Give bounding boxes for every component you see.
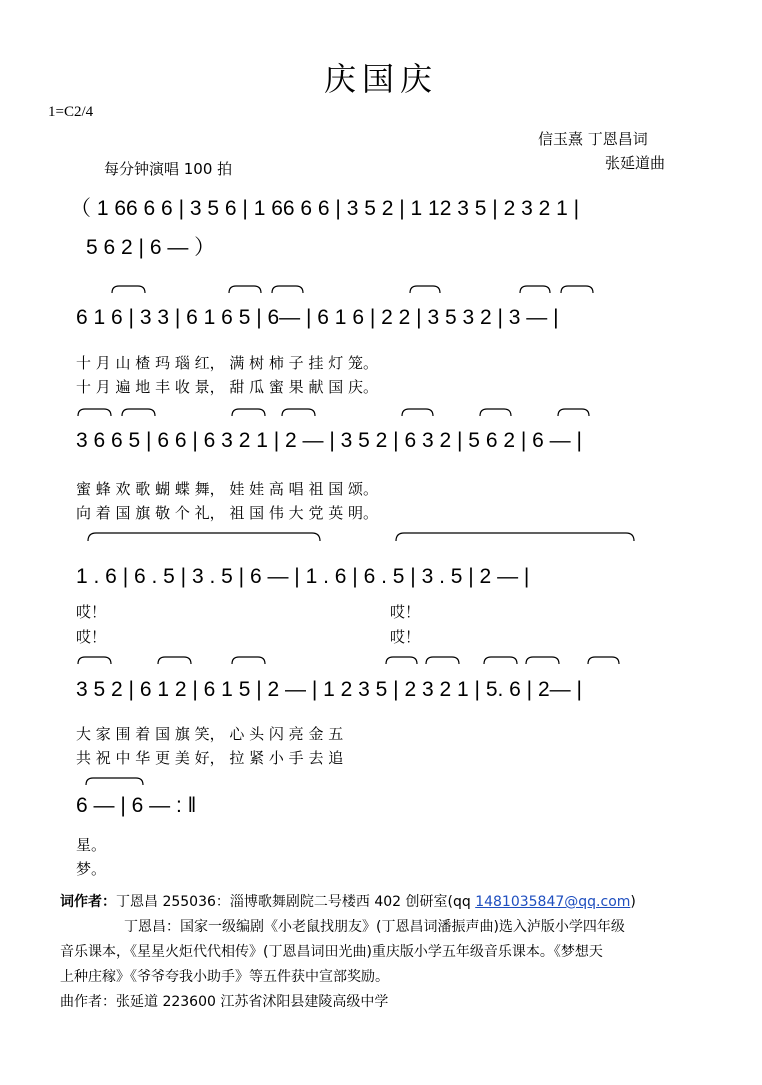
lyricist-label: 词作者： — [60, 894, 116, 910]
score-line-1: 6 1 6 | 3 3 | 6 1 6 5 | 6— | 6 1 6 | 2 2 | 3 5 3 2 | 3 — | — [76, 306, 559, 329]
bio-line-1: 丁恩昌：国家一级编剧《小老鼠找朋友》(丁恩昌词潘振声曲)选入泸版小学四年级 — [124, 919, 625, 935]
lyrics-line-1-verse-1: 十 月 山 楂 玛 瑙 红， 满 树 柿 子 挂 灯 笼。 — [76, 354, 378, 372]
lyricist-info — [60, 891, 636, 915]
lyrics-line-2-verse-1: 蜜 蜂 欢 歌 蝴 蝶 舞， 娃 娃 高 唱 祖 国 颂。 — [76, 480, 378, 498]
lyricist-info-end: ) — [630, 894, 636, 910]
score-line-4: 3 5 2 | 6 1 2 | 6 1 5 | 2 — | 1 2 3 5 | 2 3 2 1 | 5. 6 | 2— | — [76, 678, 582, 701]
lyrics-line-5-verse-1: 星。 — [76, 836, 107, 854]
lyrics-line-3-verse-1: 哎！ — [76, 603, 107, 621]
score-intro-line-1: （ 1 66 6 6 | 3 5 6 | 1 66 6 6 | 3 5 2 | 1 12 3 5 | 2 3 2 1 | — [70, 197, 580, 220]
lyrics-line-1-verse-2: 十 月 遍 地 丰 收 景， 甜 瓜 蜜 果 献 国 庆。 — [76, 378, 378, 396]
lyricist-address: 丁恩昌 255036：淄博歌舞剧院二号楼西 402 创研室(qq — [116, 894, 476, 910]
composer-credit: 张延道曲 — [605, 154, 666, 172]
lyrics-line-2-verse-2: 向 着 国 旗 敬 个 礼， 祖 国 伟 大 党 英 明。 — [76, 504, 378, 522]
lyrics-line-4-verse-1: 大 家 围 着 国 旗 笑， 心 头 闪 亮 金 五 — [76, 725, 344, 743]
lyrics-line-3-verse-1-b: 哎！ — [390, 603, 421, 621]
composer-info: 曲作者：张延道 223600 江苏省沭阳县建陵高级中学 — [60, 994, 389, 1010]
bio-line-2: 音乐课本，《星星火炬代代相传》(丁恩昌词田光曲)重庆版小学五年级音乐课本。《梦想天 — [60, 944, 603, 960]
lyrics-line-4-verse-2: 共 祝 中 华 更 美 好， 拉 紧 小 手 去 追 — [76, 749, 344, 767]
lyrics-line-5-verse-2: 梦。 — [76, 860, 107, 878]
key-signature: 1=C2/4 — [48, 104, 94, 120]
bio-line-3: 上种庄稼》《爷爷夸我小助手》等五件获中宣部奖励。 — [60, 969, 389, 985]
score-line-3: 1 . 6 | 6 . 5 | 3 . 5 | 6 — | 1 . 6 | 6 . 5 | 3 . 5 | 2 — | — [76, 565, 530, 588]
score-line-2: 3 6 6 5 | 6 6 | 6 3 2 1 | 2 — | 3 5 2 | 6 3 2 | 5 6 2 | 6 — | — [76, 429, 582, 452]
tempo-marking: 每分钟演唱 100 拍 — [104, 160, 233, 178]
lyricist-credit: 信玉熹 丁恩昌词 — [538, 130, 648, 148]
lyrics-line-3-verse-2-b: 哎！ — [390, 628, 421, 646]
lyrics-line-3-verse-2: 哎！ — [76, 628, 107, 646]
song-title: 庆国庆 — [323, 60, 438, 98]
score-line-5: 6 — | 6 — : ‖ — [76, 794, 197, 817]
email-link[interactable]: 1481035847@qq.com — [475, 894, 631, 910]
score-intro-line-2: 5 6 2 | 6 — ） — [86, 236, 216, 259]
